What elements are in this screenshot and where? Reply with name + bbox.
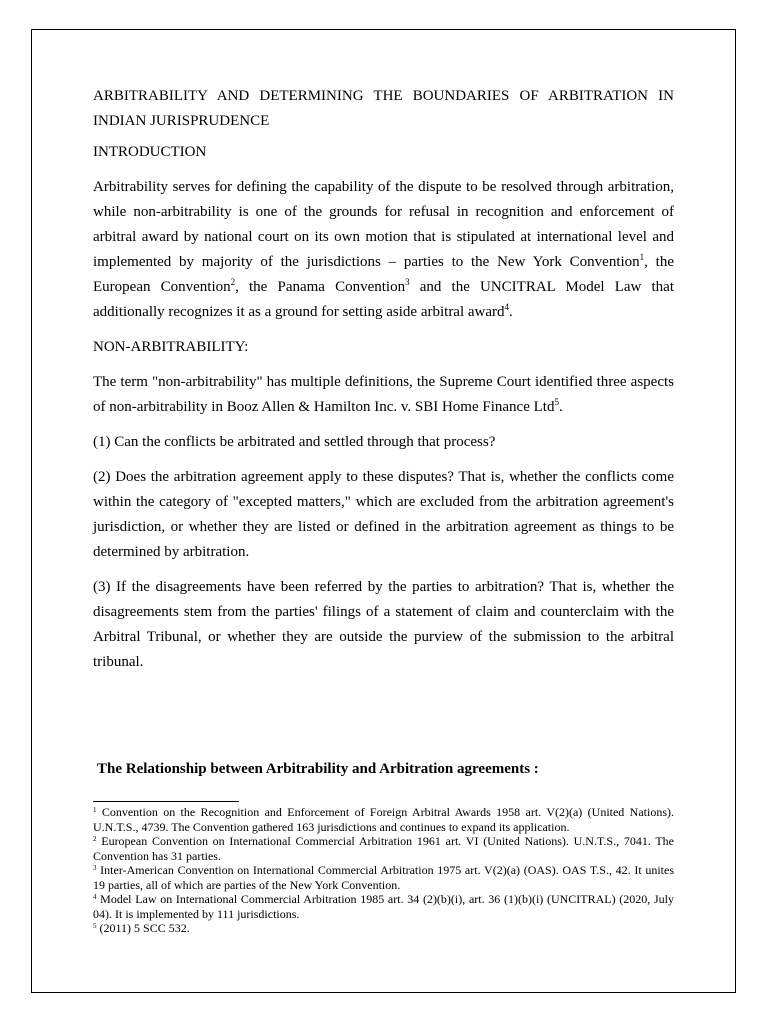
document-body (93, 84, 674, 685)
footnote-number: 3 (93, 864, 97, 872)
footnote-3 (93, 863, 674, 892)
aspect-point-2: (2) Does the arbitration agreement apply to these disputes? That is, whether the conflicts come within the category of "excepted matters," which are excluded from the arbitration agreement's jurisdiction, or whether they are listed or defined in the arbitration agreement as things to be determined by arbitration. (93, 469, 674, 560)
intro-text-3: , the Panama Convention (235, 279, 406, 295)
footnote-1 (93, 805, 674, 834)
footnote-text: (2011) 5 SCC 532. (96, 921, 190, 935)
non-arb-intro-text: The term "non-arbitrability" has multiple definitions, the Supreme Court identified three aspects of non-arbitrability in Booz Allen & Hamilton Inc. v. SBI Home Finance Ltd (93, 374, 674, 415)
relationship-heading: The Relationship between Arbitrability and Arbitration agreements : (97, 761, 539, 777)
introduction-heading: INTRODUCTION (93, 144, 207, 160)
footnote-2 (93, 834, 674, 863)
footnote-ref-3[interactable]: 3 (405, 277, 410, 287)
intro-text-2: , the European Convention (93, 254, 674, 295)
footnotes (93, 805, 674, 936)
footnote-5 (93, 921, 674, 936)
footnote-ref-5[interactable]: 5 (554, 397, 559, 407)
non-arbitrability-intro (93, 370, 674, 420)
footnote-4 (93, 892, 674, 921)
footnote-number: 1 (93, 806, 97, 814)
document-title: ARBITRABILITY AND DETERMINING THE BOUNDARIES OF ARBITRATION IN INDIAN JURISPRUDENCE (93, 88, 674, 129)
footnote-text: Inter-American Convention on International Commercial Arbitration 1975 art. V(2)(a) (OAS). OAS T.S., 42. It unites 19 parties, all of which are parties of the New York Convention. (93, 863, 674, 892)
footnote-text: Convention on the Recognition and Enforcement of Foreign Arbitral Awards 1958 art. V(2)(a) (United Nations). U.N.T.S., 4739. The Convention gathered 163 jurisdictions and continues to expand its application. (93, 805, 674, 834)
footnote-ref-4[interactable]: 4 (504, 302, 510, 312)
footnote-number: 4 (93, 893, 97, 901)
introduction-paragraph (93, 175, 674, 325)
footnote-ref-1[interactable]: 1 (639, 252, 645, 262)
footnote-text: Model Law on International Commercial Arbitration 1985 art. 34 (2)(b)(i), art. 36 (1)(b)(i) (UNCITRAL) (2020, July 04). It is implemented by 111 jurisdictions. (93, 892, 674, 921)
aspect-point-1: (1) Can the conflicts be arbitrated and settled through that process? (93, 434, 496, 450)
intro-text-4: and the UNCITRAL Model Law that additionally recognizes it as a ground for setting aside arbitral award (93, 279, 675, 320)
footnote-separator (93, 801, 239, 802)
non-arb-intro-end: . (558, 399, 563, 415)
intro-text-5: . (509, 304, 513, 320)
footnote-number: 2 (93, 835, 97, 843)
footnote-number: 5 (93, 922, 97, 930)
intro-text-1: Arbitrability serves for defining the capability of the dispute to be resolved through arbitration, while non-arbitrability is one of the grounds for refusal in recognition and enforcement of arbitral award by national court on its own motion that is stipulated at international level and implemented by majority of the jurisdictions – parties to the New York Convention (93, 179, 674, 270)
footnote-ref-2[interactable]: 2 (230, 277, 236, 287)
non-arbitrability-heading: NON-ARBITRABILITY: (93, 339, 249, 355)
aspect-point-3: (3) If the disagreements have been referred by the parties to arbitration? That is, whether the disagreements stem from the parties' filings of a statement of claim and counterclaim with the Arbitral Tribunal, or whether they are outside the purview of the submission to the arbitral tribunal. (93, 579, 674, 670)
footnote-text: European Convention on International Commercial Arbitration 1961 art. VI (United Nations). U.N.T.S., 7041. The Convention has 31 parties. (93, 834, 674, 863)
